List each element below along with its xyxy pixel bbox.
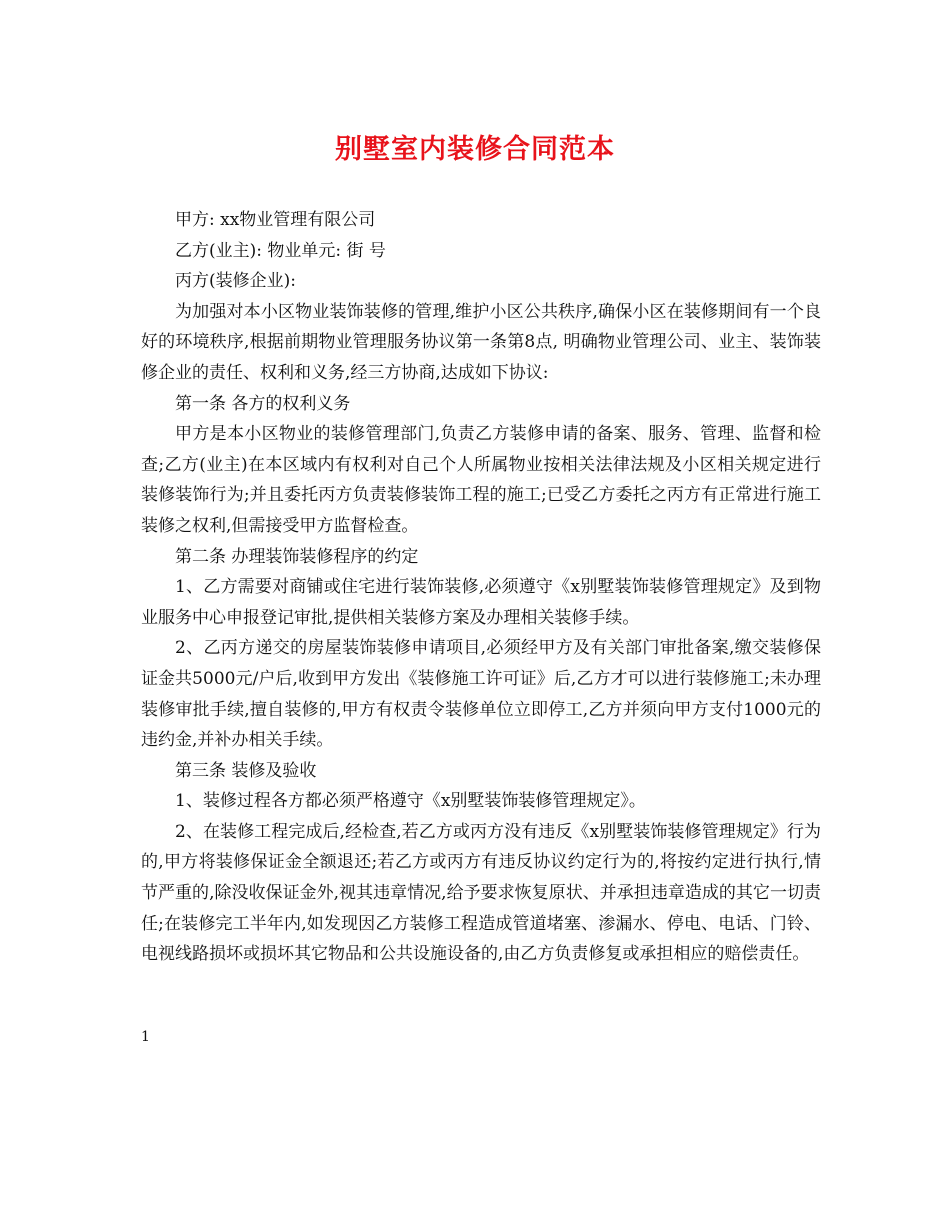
party-a-line: 甲方: xx物业管理有限公司 bbox=[175, 210, 376, 230]
article-1-heading: 第一条 各方的权利义务 bbox=[175, 393, 351, 414]
party-b-line: 乙方(业主): 物业单元: 街 号 bbox=[175, 240, 386, 261]
article-3-clause-1: 1、装修过程各方都必须严格遵守《x别墅装饰装修管理规定》。 bbox=[175, 791, 646, 812]
article-2-clause-1: 1、乙方需要对商铺或住宅进行装饰装修,必须遵守《x别墅装饰装修管理规定》及到物业服务中心申报登记审批,提供相关装修方案及办理相关装修手续。 bbox=[141, 577, 821, 628]
party-c-line: 丙方(装修企业): bbox=[175, 271, 296, 292]
article-1-paragraph: 甲方是本小区物业的装修管理部门,负责乙方装修申请的备案、服务、管理、监督和检查;乙方(业主)在本区域内有权利对自己个人所属物业按相关法律法规及小区相关规定进行装修装饰行为;并且委托丙方负责装修装饰工程的施工;已受乙方委托之丙方有正常进行施工装修之权利,但需接受甲方监督检查。 bbox=[141, 424, 821, 536]
document-body bbox=[141, 205, 821, 970]
preamble-paragraph: 为加强对本小区物业装饰装修的管理,维护小区公共秩序,确保小区在装修期间有一个良好的环境秩序,根据前期物业管理服务协议第一条第8点, 明确物业管理公司、业主、装饰装修企业的责任、权利和义务,经三方协商,达成如下协议: bbox=[141, 301, 821, 383]
article-2-clause-2: 2、乙丙方递交的房屋装饰装修申请项目,必须经甲方及有关部门审批备案,缴交装修保证金共5000元/户后,收到甲方发出《装修施工许可证》后,乙方才可以进行装修施工;未办理装修审批手续,擅自装修的,甲方有权责令装修单位立即停工,乙方并须向甲方支付1000元的违约金,并补办相关手续。 bbox=[141, 638, 821, 751]
article-2-heading: 第二条 办理装饰装修程序的约定 bbox=[175, 546, 419, 567]
article-3-clause-2: 2、在装修工程完成后,经检查,若乙方或丙方没有违反《x别墅装饰装修管理规定》行为的,甲方将装修保证金全额退还;若乙方或丙方有违反协议约定行为的,将按约定进行执行,情节严重的,除没收保证金外,视其违章情况,给予要求恢复原状、并承担违章造成的其它一切责任;在装修完工半年内,如发现因乙方装修工程造成管道堵塞、渗漏水、停电、电话、门铃、电视线路损坏或损坏其它物品和公共设施设备的,由乙方负责修复或承担相应的赔偿责任。 bbox=[141, 821, 821, 965]
document-title: 别墅室内装修合同范本 bbox=[335, 134, 615, 165]
article-3-heading: 第三条 装修及验收 bbox=[175, 760, 317, 781]
page-number: 1 bbox=[141, 1029, 150, 1045]
